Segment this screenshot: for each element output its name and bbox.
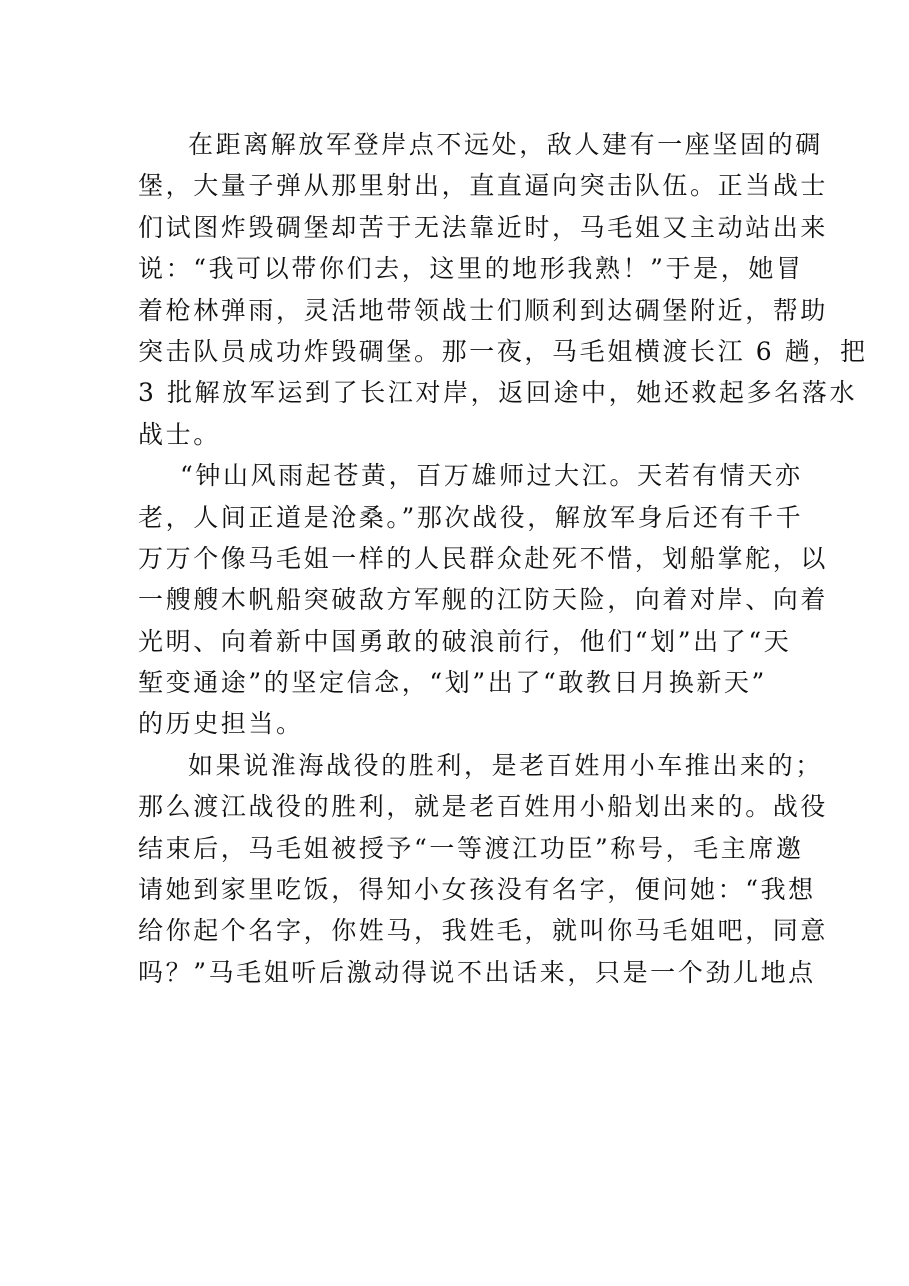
text-line: 在距离解放军登岸点不远处，敌人建有一座坚固的碉 — [188, 130, 823, 159]
text-line: 们试图炸毁碉堡却苦于无法靠近时，马毛姐又主动站出来 — [138, 212, 829, 242]
text-line: 老，人间正道是沧桑。”那次战役，解放军身后还有千千 — [138, 502, 804, 532]
text-line: 一艘艘木帆船突破敌方军舰的江防天险，向着对岸、向着 — [138, 585, 829, 615]
text-line: 给你起个名字，你姓马，我姓毛，就叫你马毛姐吧，同意 — [138, 916, 829, 946]
text-line: 战士。 — [138, 419, 221, 449]
paragraph-2 — [138, 455, 829, 745]
text-line: 光明、向着新中国勇敢的破浪前行，他们“划”出了“天 — [138, 626, 792, 656]
paragraph-3 — [138, 745, 829, 993]
text-line: 说：“我可以带你们去，这里的地形我熟！”于是，她冒 — [138, 254, 804, 284]
text-line: 的历史担当。 — [138, 709, 304, 739]
text-line: 请她到家里吃饭，得知小女孩没有名字，便问她：“我想 — [138, 875, 816, 905]
text-line: 吗？”马毛姐听后激动得说不出话来，只是一个劲儿地点 — [138, 957, 816, 987]
text-line: 堡，大量子弹从那里射出，直直逼向突击队伍。正当战士 — [138, 171, 829, 201]
text-line: 那么渡江战役的胜利，就是老百姓用小船划出来的。战役 — [138, 792, 829, 822]
body-text — [138, 124, 868, 993]
text-line: 万万个像马毛姐一样的人民群众赴死不惜，划船掌舵，以 — [138, 543, 829, 573]
text-line: 结束后，马毛姐被授予“一等渡江功臣”称号，毛主席邀 — [138, 833, 804, 863]
text-line: “钟山风雨起苍黄，百万雄师过大江。天若有情天亦 — [180, 461, 803, 491]
text-line: 突击队员成功炸毁碉堡。那一夜，马毛姐横渡长江 6 趟，把 — [138, 336, 868, 366]
text-line: 堑变通途”的坚定信念，“划”出了“敢教日月换新天” — [138, 668, 767, 698]
paragraph-1 — [138, 124, 868, 455]
text-line: 着枪林弹雨，灵活地带领战士们顺利到达碉堡附近，帮助 — [138, 295, 829, 325]
text-line: 3 批解放军运到了长江对岸，返回途中，她还救起多名落水 — [138, 378, 858, 408]
text-line: 如果说淮海战役的胜利，是老百姓用小车推出来的； — [188, 750, 823, 780]
